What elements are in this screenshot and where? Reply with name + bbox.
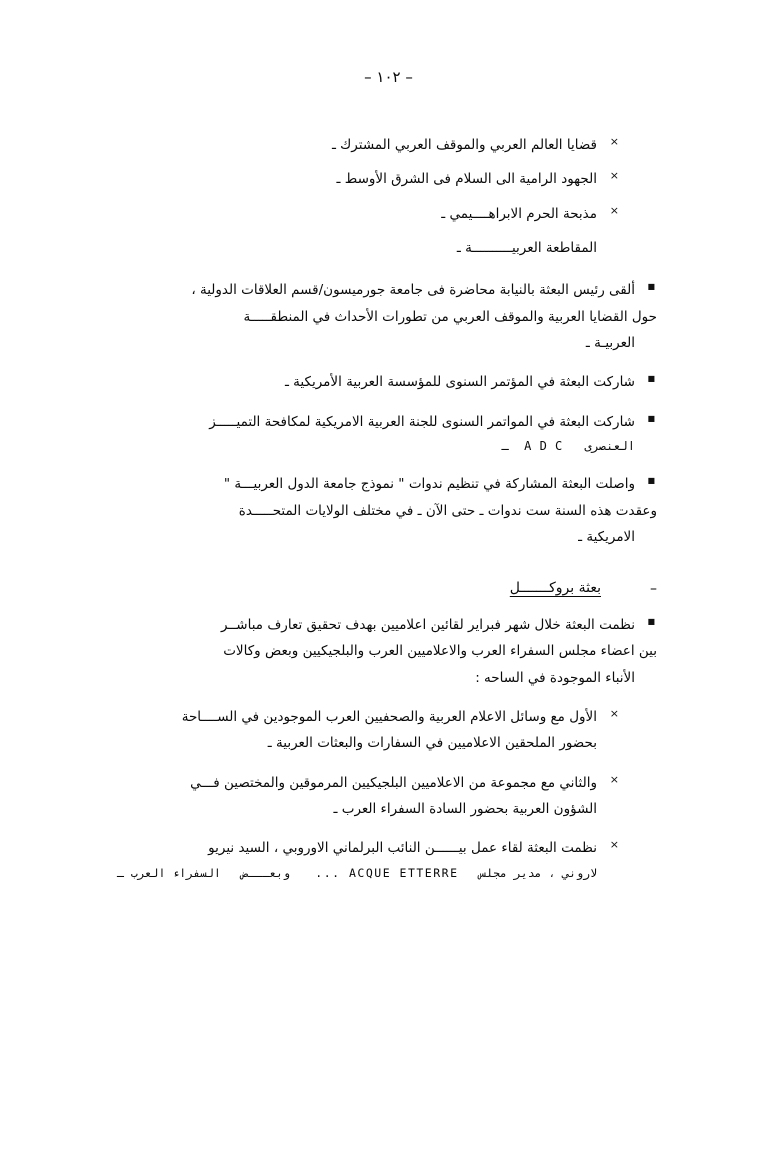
list-item xyxy=(116,835,657,884)
list-item xyxy=(120,166,657,192)
list-item-text: بحضور الملحقين الاعلاميين في السفارات والبعثات العربية ـ xyxy=(267,735,597,752)
list-item-text: شاركت البعثة في المؤتمر السنوى للمؤسسة العربية الأمريكية ـ xyxy=(284,374,635,391)
square-bullet-icon xyxy=(647,283,655,292)
list-item-text: نظمت البعثة خلال شهر فبراير لقائين اعلاميين بهدف تحقيق تعارف مباشــر xyxy=(220,617,635,634)
x-bullet-icon xyxy=(610,708,619,719)
list-item-text: شاركت البعثة في المواتمر السنوى للجنة العربية الامريكية لمكافحة التميـــــز xyxy=(209,413,635,430)
square-bullet-icon xyxy=(647,618,655,627)
list-item-text: لاروني ، مدير مجلس ACQUE ETTERRE ... وبعـــض السفراء العرب ـ xyxy=(116,865,597,880)
section-heading xyxy=(120,580,657,596)
square-bullet-icon xyxy=(647,375,655,384)
document-page xyxy=(0,68,777,1160)
list-item-text: بين اعضاء مجلس السفراء العرب والاعلاميين العرب والبلجيكيين وبعض وكالات xyxy=(223,643,657,660)
x-bullet-icon xyxy=(610,839,619,850)
x-bullet-icon xyxy=(610,170,619,181)
page-number: – ١٠٢ – xyxy=(364,68,413,86)
list-item xyxy=(120,471,657,550)
square-bullet-icon xyxy=(647,415,655,424)
x-bullet-icon xyxy=(610,136,619,147)
list-item xyxy=(120,369,657,395)
list-item-text: الشؤون العربية بحضور السادة السفراء العرب ـ xyxy=(333,801,597,818)
document-body xyxy=(0,132,777,884)
square-bullet-icon xyxy=(647,477,655,486)
list-item xyxy=(120,409,657,459)
list-item xyxy=(120,770,657,823)
list-item-text: الامريكية ـ xyxy=(578,528,635,545)
list-item-text: قضايا العالم العربي والموقف العربي المشترك ـ xyxy=(331,137,597,153)
list-item xyxy=(120,235,657,261)
list-item xyxy=(120,201,657,227)
list-item-text: مذبحة الحرم الابراهــــيمي ـ xyxy=(441,205,597,222)
list-item-text: والثاني مع مجموعة من الاعلاميين البلجيكيين المرموقين والمختصين فـــي xyxy=(190,774,597,791)
list-item-text: وعقدت هذه السنة ست ندوات ـ حتى الآن ـ في مختلف الولايات المتحـــــدة xyxy=(238,502,657,519)
list-item xyxy=(120,277,657,356)
list-item xyxy=(120,612,657,691)
list-item-text: نظمت البعثة لقاء عمل بيــــــن النائب البرلماني الاوروبي ، السيد نيريو xyxy=(208,840,597,857)
x-bullet-icon xyxy=(610,774,619,785)
section-dash: – xyxy=(650,581,657,598)
x-bullet-icon xyxy=(610,205,619,216)
list-item-text: حول القضايا العربية والموقف العربي من تطورات الأحداث في المنطقـــــة xyxy=(243,308,657,325)
section-title: بعثة بروكـــــــل xyxy=(509,580,601,597)
list-item-text: الأنباء الموجودة في الساحه : xyxy=(475,669,635,686)
list-item-text: العنصرى A D C ـ xyxy=(501,438,635,453)
list-item-text: الجهود الرامية الى السلام فى الشرق الأوسط ـ xyxy=(336,171,597,188)
list-item-text: الأول مع وسائل الاعلام العربية والصحفيين العرب الموجودين في الســــاحة xyxy=(181,709,597,726)
list-item xyxy=(120,704,657,757)
list-item-text: المقاطعة العربيــــــــــة ـ xyxy=(456,239,597,256)
list-item-text: ألقى رئيس البعثة بالنيابة محاضرة فى جامعة جورميسون/قسم العلاقات الدولية ، xyxy=(191,282,635,299)
list-item-text: العربيـة ـ xyxy=(585,334,635,351)
list-item-text: واصلت البعثة المشاركة في تنظيم ندوات " نموذج جامعة الدول العربيـــة " xyxy=(223,476,635,493)
list-item xyxy=(120,132,657,158)
